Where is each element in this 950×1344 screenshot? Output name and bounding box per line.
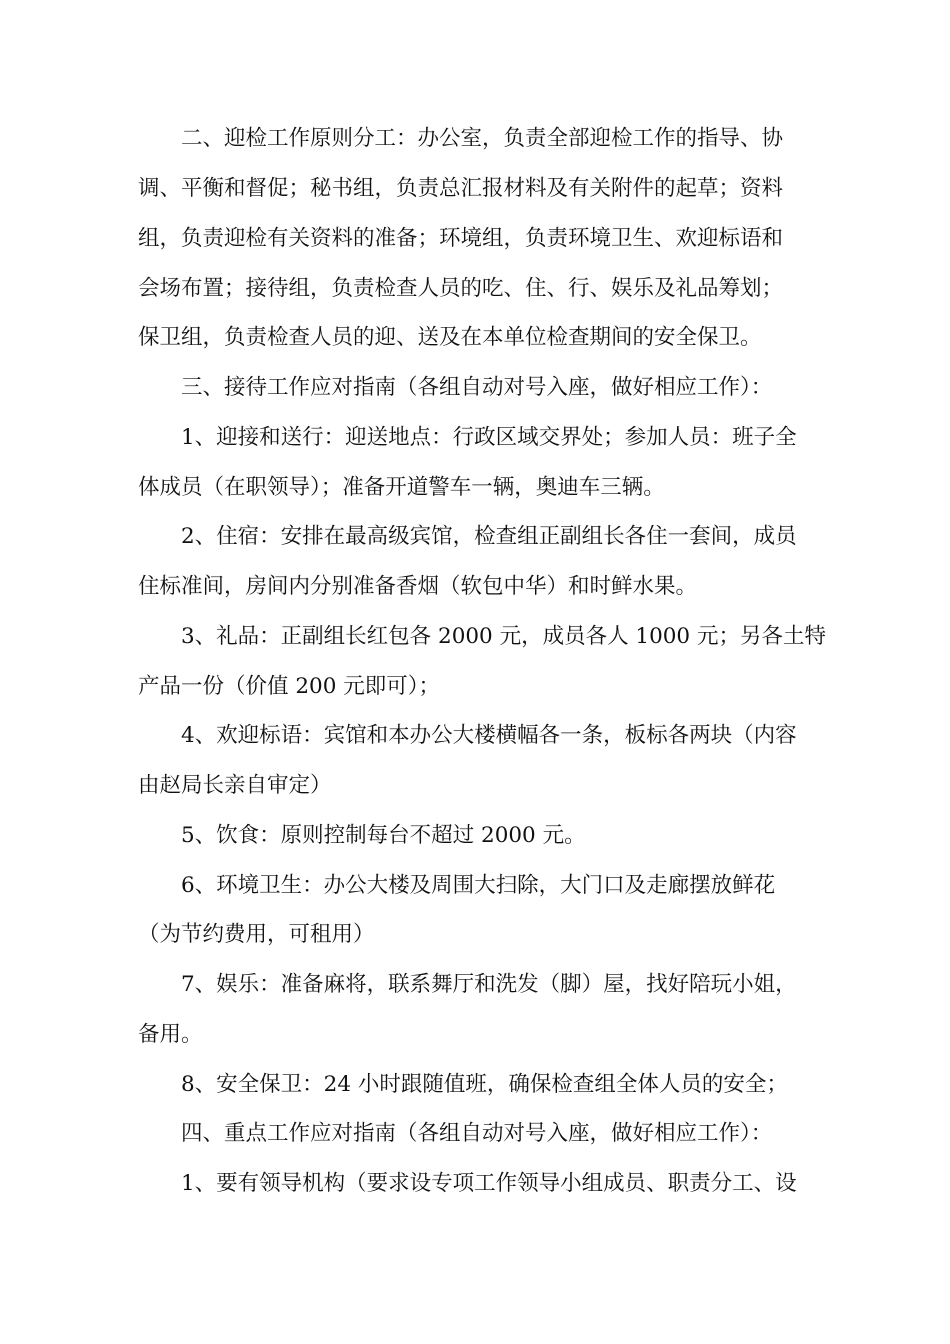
text-line: 体成员（在职领导）；准备开道警车一辆，奥迪车三辆。 — [138, 475, 665, 500]
text-line: 二、迎检工作原则分工：办公室，负责全部迎检工作的指导、协 — [138, 126, 784, 151]
text-line: 8、安全保卫：24 小时跟随值班，确保检查组全体人员的安全； — [138, 1072, 788, 1097]
text-line: 四、重点工作应对指南（各组自动对号入座，做好相应工作）： — [138, 1121, 773, 1146]
text-line: 4、欢迎标语：宾馆和本办公大楼横幅各一条，板标各两块（内容 — [138, 723, 797, 748]
text-line: 2、住宿：安排在最高级宾馆，检查组正副组长各住一套间，成员 — [138, 524, 797, 549]
text-line: 组，负责迎检有关资料的准备；环境组，负责环境卫生、欢迎标语和 — [138, 226, 784, 251]
text-line: 1、迎接和送行：迎送地点：行政区域交界处；参加人员：班子全 — [138, 425, 797, 450]
text-line: 调、平衡和督促；秘书组，负责总汇报材料及有关附件的起草；资料 — [138, 176, 784, 201]
text-line: 5、饮食：原则控制每台不超过 2000 元。 — [138, 823, 586, 848]
text-line: 1、要有领导机构（要求设专项工作领导小组成员、职责分工、设 — [138, 1171, 797, 1196]
text-line: 会场布置；接待组，负责检查人员的吃、住、行、娱乐及礼品筹划； — [138, 276, 784, 301]
text-line: 备用。 — [138, 1022, 203, 1047]
text-line: 住标准间，房间内分别准备香烟（软包中华）和时鲜水果。 — [138, 574, 698, 599]
text-line: 6、环境卫生：办公大楼及周围大扫除，大门口及走廊摆放鲜花 — [138, 873, 776, 898]
text-line: （为节约费用，可租用） — [138, 922, 375, 947]
text-line: 7、娱乐：准备麻将，联系舞厅和洗发（脚）屋，找好陪玩小姐， — [138, 972, 797, 997]
text-line: 由赵局长亲自审定） — [138, 773, 332, 798]
text-line: 3、礼品：正副组长红包各 2000 元，成员各人 1000 元；另各土特 — [138, 624, 826, 649]
text-line: 保卫组，负责检查人员的迎、送及在本单位检查期间的安全保卫。 — [138, 325, 762, 350]
text-line: 三、接待工作应对指南（各组自动对号入座，做好相应工作）： — [138, 375, 773, 400]
text-line: 产品一份（价值 200 元即可）； — [138, 674, 440, 699]
